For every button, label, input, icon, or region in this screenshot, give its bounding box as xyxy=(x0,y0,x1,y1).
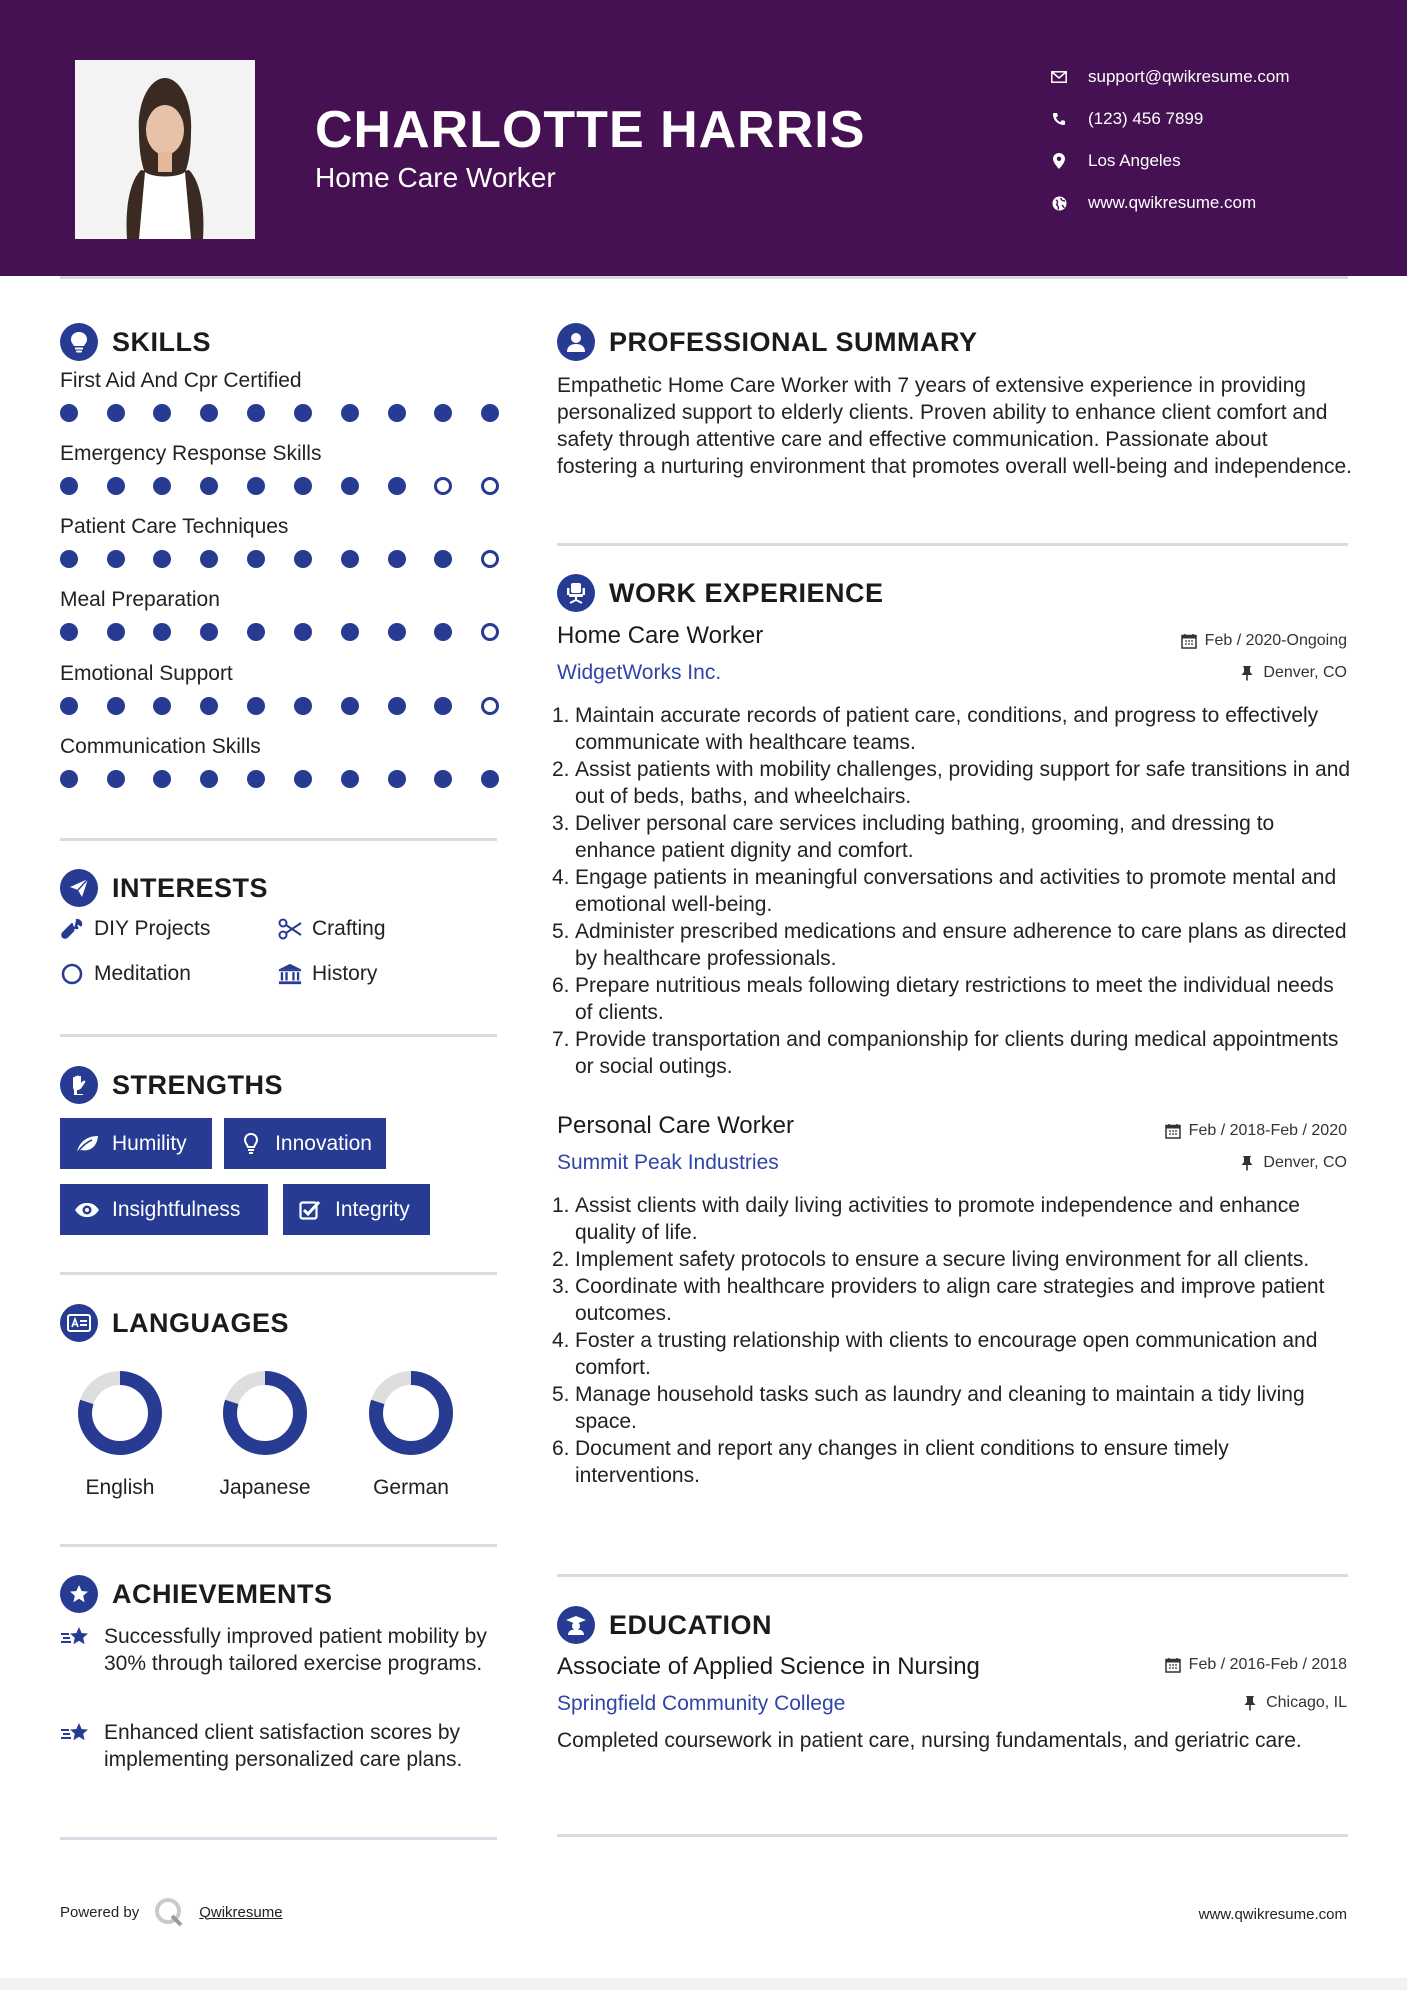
bank-icon xyxy=(278,962,302,986)
company-name[interactable]: WidgetWorks Inc. xyxy=(557,661,722,684)
rating-dot-filled xyxy=(60,550,78,568)
contact-location-text: Los Angeles xyxy=(1088,151,1181,170)
duty-text: Manage household tasks such as laundry and cleaning to maintain a tidy living space. xyxy=(575,1383,1305,1433)
interest-label: Crafting xyxy=(312,917,386,940)
shooting-star-icon xyxy=(60,1623,92,1677)
interests-title: INTERESTS xyxy=(112,872,269,903)
raised-fist-icon xyxy=(60,1066,98,1104)
duty-item xyxy=(552,918,1352,972)
globe-icon xyxy=(1050,194,1068,212)
interest-item xyxy=(278,962,377,986)
rating-dot-filled xyxy=(434,404,452,422)
duty-text: Engage patients in meaningful conversations and activities to promote mental and emotional well-being. xyxy=(575,866,1337,916)
skill-item xyxy=(60,658,500,718)
duty-item xyxy=(552,756,1352,810)
job-location-text: Denver, CO xyxy=(1263,1154,1347,1171)
language-level-donut xyxy=(366,1368,456,1458)
rating-dot-filled xyxy=(434,697,452,715)
duty-text: Assist clients with daily living activities to promote independence and enhance quality of life. xyxy=(575,1194,1300,1244)
skill-name: Communication Skills xyxy=(60,735,261,758)
language-item xyxy=(55,1368,185,1500)
strengths-heading xyxy=(60,1065,283,1105)
education-heading xyxy=(557,1605,772,1645)
rating-dot-empty xyxy=(434,477,452,495)
rating-dot-filled xyxy=(341,550,359,568)
strength-label: Innovation xyxy=(275,1131,372,1155)
section-divider xyxy=(557,543,1348,546)
pushpin-icon xyxy=(1239,665,1255,681)
calendar-icon xyxy=(1165,1123,1181,1139)
section-divider xyxy=(60,838,497,841)
rating-dot-filled xyxy=(294,550,312,568)
language-card-icon xyxy=(60,1304,98,1342)
skill-rating xyxy=(60,767,500,791)
job-dates-text: Feb / 2020-Ongoing xyxy=(1204,632,1347,649)
rating-dot-filled xyxy=(247,404,265,422)
contact-website[interactable] xyxy=(1050,182,1290,224)
duty-number: 5. xyxy=(552,1383,570,1406)
paper-plane-icon xyxy=(60,869,98,907)
strength-badge xyxy=(224,1118,386,1169)
duty-item xyxy=(552,702,1352,756)
interest-item xyxy=(60,917,210,941)
rating-dot-filled xyxy=(247,550,265,568)
rating-dot-filled xyxy=(388,550,406,568)
rating-dot-filled xyxy=(200,477,218,495)
rating-dot-filled xyxy=(388,477,406,495)
user-icon xyxy=(557,323,595,361)
rating-dot-filled xyxy=(107,550,125,568)
duty-number: 2. xyxy=(552,758,570,781)
rating-dot-filled xyxy=(434,770,452,788)
resume-header xyxy=(0,0,1407,276)
job-duties xyxy=(552,702,1352,1080)
duty-item xyxy=(552,810,1352,864)
section-divider xyxy=(60,1544,497,1547)
skill-item xyxy=(60,365,500,425)
rating-dot-filled xyxy=(200,623,218,641)
duty-number: 6. xyxy=(552,1437,570,1460)
rating-dot-filled xyxy=(481,770,499,788)
duty-number: 5. xyxy=(552,920,570,943)
rating-dot-filled xyxy=(388,697,406,715)
contact-phone[interactable] xyxy=(1050,98,1290,140)
checkbox-icon xyxy=(297,1197,323,1223)
language-name: Japanese xyxy=(219,1476,311,1499)
duty-number: 1. xyxy=(552,1194,570,1217)
contact-website-text: www.qwikresume.com xyxy=(1088,193,1257,212)
summary-title: PROFESSIONAL SUMMARY xyxy=(609,326,978,357)
rating-dot-filled xyxy=(247,477,265,495)
interest-item xyxy=(60,962,191,986)
job-location-text: Denver, CO xyxy=(1263,664,1347,681)
duty-text: Coordinate with healthcare providers to align care strategies and improve patient outcomes. xyxy=(575,1275,1325,1325)
duty-number: 4. xyxy=(552,866,570,889)
duty-text: Assist patients with mobility challenges, providing support for safe transitions in and out of beds, baths, and wheelchairs. xyxy=(575,758,1351,808)
duty-item xyxy=(552,864,1352,918)
rating-dot-filled xyxy=(200,550,218,568)
skills-heading xyxy=(60,322,211,362)
rating-dot-filled xyxy=(341,770,359,788)
rating-dot-filled xyxy=(434,550,452,568)
summary-text: Empathetic Home Care Worker with 7 years of extensive experience in providing personalized support to elderly clients. Proven ability to enhance client comfort and safety through attentive care and effective communication. Passionate about fostering a nurturing environment that promotes overall well-being and independence. xyxy=(557,374,1352,478)
rating-dot-filled xyxy=(200,770,218,788)
job-location xyxy=(1239,1154,1347,1172)
language-item xyxy=(346,1368,476,1500)
duty-item xyxy=(552,1327,1352,1381)
skill-rating xyxy=(60,474,500,498)
rating-dot-filled xyxy=(60,404,78,422)
rating-dot-empty xyxy=(481,477,499,495)
rating-dot-filled xyxy=(247,770,265,788)
education-description: Completed coursework in patient care, nursing fundamentals, and geriatric care. xyxy=(557,1729,1302,1752)
rating-dot-filled xyxy=(60,623,78,641)
duty-number: 6. xyxy=(552,974,570,997)
contact-info xyxy=(1050,56,1290,224)
summary-heading xyxy=(557,322,978,362)
calendar-icon xyxy=(1165,1657,1181,1673)
skills-title: SKILLS xyxy=(112,326,212,357)
section-divider xyxy=(60,1034,497,1037)
skill-rating xyxy=(60,547,500,571)
duty-text: Document and report any changes in client conditions to ensure timely interventions. xyxy=(575,1437,1229,1487)
interests-heading xyxy=(60,868,268,908)
duty-item xyxy=(552,972,1352,1026)
duty-number: 1. xyxy=(552,704,570,727)
duty-number: 4. xyxy=(552,1329,570,1352)
duty-text: Prepare nutritious meals following dietary restrictions to meet the individual needs of clients. xyxy=(575,974,1334,1024)
duty-item xyxy=(552,1026,1352,1080)
contact-phone-text: (123) 456 7899 xyxy=(1088,109,1204,128)
degree-title: Associate of Applied Science in Nursing xyxy=(557,1653,980,1680)
company-name[interactable]: Summit Peak Industries xyxy=(557,1151,779,1174)
education-location-text: Chicago, IL xyxy=(1266,1694,1347,1711)
duty-item xyxy=(552,1273,1352,1327)
rating-dot-filled xyxy=(294,404,312,422)
lightbulb-icon xyxy=(238,1131,263,1157)
language-level-donut xyxy=(75,1368,165,1458)
language-item xyxy=(200,1368,330,1500)
rating-dot-filled xyxy=(107,623,125,641)
achievements-title: ACHIEVEMENTS xyxy=(112,1578,333,1609)
contact-location xyxy=(1050,140,1290,182)
rating-dot-filled xyxy=(294,623,312,641)
strength-badge xyxy=(60,1184,268,1235)
strength-label: Insightfulness xyxy=(112,1197,241,1221)
skill-name: Meal Preparation xyxy=(60,588,220,611)
rating-dot-filled xyxy=(107,404,125,422)
duty-text: Implement safety protocols to ensure a secure living environment for all clients. xyxy=(575,1248,1310,1271)
duty-text: Maintain accurate records of patient care, conditions, and progress to effectively communicate with healthcare teams. xyxy=(575,704,1319,754)
contact-email[interactable] xyxy=(1050,56,1290,98)
rating-dot-empty xyxy=(481,550,499,568)
job-location xyxy=(1239,664,1347,682)
achievement-item xyxy=(60,1623,497,1677)
interest-item xyxy=(278,917,386,941)
phone-icon xyxy=(1050,110,1068,128)
map-pin-icon xyxy=(1050,152,1068,170)
rating-dot-filled xyxy=(294,477,312,495)
section-divider xyxy=(60,1272,497,1275)
education-dates xyxy=(1165,1656,1347,1674)
job-title: Home Care Worker xyxy=(557,622,764,649)
duty-text: Foster a trusting relationship with clients to encourage open communication and comfort. xyxy=(575,1329,1318,1379)
job-dates xyxy=(1181,632,1347,650)
lightbulb-icon xyxy=(60,323,98,361)
rating-dot-filled xyxy=(107,770,125,788)
pushpin-icon xyxy=(1242,1695,1258,1711)
section-divider xyxy=(557,1834,1348,1837)
candidate-name: CHARLOTTE HARRIS xyxy=(315,101,866,159)
skill-name: Emotional Support xyxy=(60,662,233,685)
strength-label: Integrity xyxy=(335,1197,410,1221)
skill-item xyxy=(60,511,500,571)
office-chair-icon xyxy=(557,574,595,612)
rating-dot-filled xyxy=(388,404,406,422)
strength-label: Humility xyxy=(112,1131,187,1155)
rating-dot-filled xyxy=(153,404,171,422)
section-divider xyxy=(60,1837,497,1840)
rating-dot-filled xyxy=(153,550,171,568)
profile-photo xyxy=(75,60,255,239)
star-badge-icon xyxy=(60,1575,98,1613)
rating-dot-filled xyxy=(388,623,406,641)
language-level-donut xyxy=(220,1368,310,1458)
skill-rating xyxy=(60,694,500,718)
eye-icon xyxy=(74,1197,100,1223)
job-duties xyxy=(552,1192,1352,1489)
rating-dot-filled xyxy=(341,404,359,422)
experience-heading xyxy=(557,573,884,613)
header-rule xyxy=(60,276,1348,279)
duty-number: 3. xyxy=(552,812,570,835)
rating-dot-filled xyxy=(434,623,452,641)
rating-dot-filled xyxy=(153,770,171,788)
strength-badge xyxy=(60,1118,212,1169)
qwikresume-link[interactable]: Qwikresume xyxy=(199,1903,283,1921)
duty-number: 3. xyxy=(552,1275,570,1298)
duty-item xyxy=(552,1192,1352,1246)
contact-email-text: support@qwikresume.com xyxy=(1088,67,1290,86)
rating-dot-filled xyxy=(60,477,78,495)
rating-dot-filled xyxy=(481,404,499,422)
duty-text: Provide transportation and companionship for clients during medical appointments or social outings. xyxy=(575,1028,1339,1078)
education-dates-text: Feb / 2016-Feb / 2018 xyxy=(1188,1656,1347,1673)
rating-dot-filled xyxy=(341,477,359,495)
skill-item xyxy=(60,731,500,791)
job-dates-text: Feb / 2018-Feb / 2020 xyxy=(1188,1122,1347,1139)
rating-dot-filled xyxy=(341,697,359,715)
footer-website[interactable]: www.qwikresume.com xyxy=(1198,1906,1347,1923)
rating-dot-filled xyxy=(60,697,78,715)
leaf-icon xyxy=(74,1131,100,1157)
envelope-icon xyxy=(1050,68,1068,86)
strength-badge xyxy=(283,1184,430,1235)
rating-dot-filled xyxy=(153,623,171,641)
skill-item xyxy=(60,438,500,498)
duty-item xyxy=(552,1435,1352,1489)
rating-dot-filled xyxy=(341,623,359,641)
duty-number: 2. xyxy=(552,1248,570,1271)
achievement-text: Enhanced client satisfaction scores by implementing personalized care plans. xyxy=(104,1721,463,1771)
rating-dot-filled xyxy=(153,477,171,495)
skill-rating xyxy=(60,620,500,644)
rating-dot-filled xyxy=(107,477,125,495)
duty-text: Administer prescribed medications and ensure adherence to care plans as directed by healthcare professionals. xyxy=(575,920,1347,970)
rating-dot-filled xyxy=(153,697,171,715)
footer-powered-by xyxy=(60,1896,283,1928)
interest-label: DIY Projects xyxy=(94,917,211,940)
shooting-star-icon xyxy=(60,1719,92,1773)
language-name: English xyxy=(85,1476,155,1499)
skill-name: Emergency Response Skills xyxy=(60,442,322,465)
qwikresume-logo-icon xyxy=(153,1896,185,1928)
duty-item xyxy=(552,1381,1352,1435)
scissors-icon xyxy=(278,917,302,941)
section-divider xyxy=(557,1574,1348,1577)
interest-label: Meditation xyxy=(94,962,191,985)
duty-number: 7. xyxy=(552,1028,570,1051)
wrench-icon xyxy=(60,917,84,941)
rating-dot-filled xyxy=(294,697,312,715)
rating-dot-filled xyxy=(247,623,265,641)
calendar-icon xyxy=(1181,633,1197,649)
powered-by-label: Powered by xyxy=(60,1903,140,1921)
skill-name: Patient Care Techniques xyxy=(60,515,289,538)
strengths-title: STRENGTHS xyxy=(112,1069,284,1100)
duty-item xyxy=(552,1246,1352,1273)
education-title: EDUCATION xyxy=(609,1609,772,1640)
skill-name: First Aid And Cpr Certified xyxy=(60,369,302,392)
rating-dot-filled xyxy=(60,770,78,788)
language-name: German xyxy=(373,1476,449,1499)
circle-icon xyxy=(60,962,84,986)
rating-dot-filled xyxy=(200,697,218,715)
rating-dot-filled xyxy=(247,697,265,715)
languages-title: LANGUAGES xyxy=(112,1307,290,1338)
pushpin-icon xyxy=(1239,1155,1255,1171)
achievements-heading xyxy=(60,1574,333,1614)
graduate-icon xyxy=(557,1606,595,1644)
rating-dot-filled xyxy=(200,404,218,422)
rating-dot-filled xyxy=(107,697,125,715)
skill-rating xyxy=(60,401,500,425)
duty-text: Deliver personal care services including bathing, grooming, and dressing to enhance patient dignity and comfort. xyxy=(575,812,1275,862)
page-bottom-bar xyxy=(0,1978,1407,1990)
school-name[interactable]: Springfield Community College xyxy=(557,1692,846,1715)
job-dates xyxy=(1165,1122,1347,1140)
interest-label: History xyxy=(312,962,378,985)
rating-dot-empty xyxy=(481,623,499,641)
rating-dot-empty xyxy=(481,697,499,715)
skill-item xyxy=(60,584,500,644)
rating-dot-filled xyxy=(388,770,406,788)
candidate-title: Home Care Worker xyxy=(315,162,556,193)
experience-title: WORK EXPERIENCE xyxy=(609,577,884,608)
rating-dot-filled xyxy=(294,770,312,788)
education-location xyxy=(1242,1694,1347,1712)
achievement-text: Successfully improved patient mobility by 30% through tailored exercise programs. xyxy=(104,1625,487,1675)
job-title: Personal Care Worker xyxy=(557,1112,794,1139)
languages-heading xyxy=(60,1303,289,1343)
achievement-item xyxy=(60,1719,497,1773)
